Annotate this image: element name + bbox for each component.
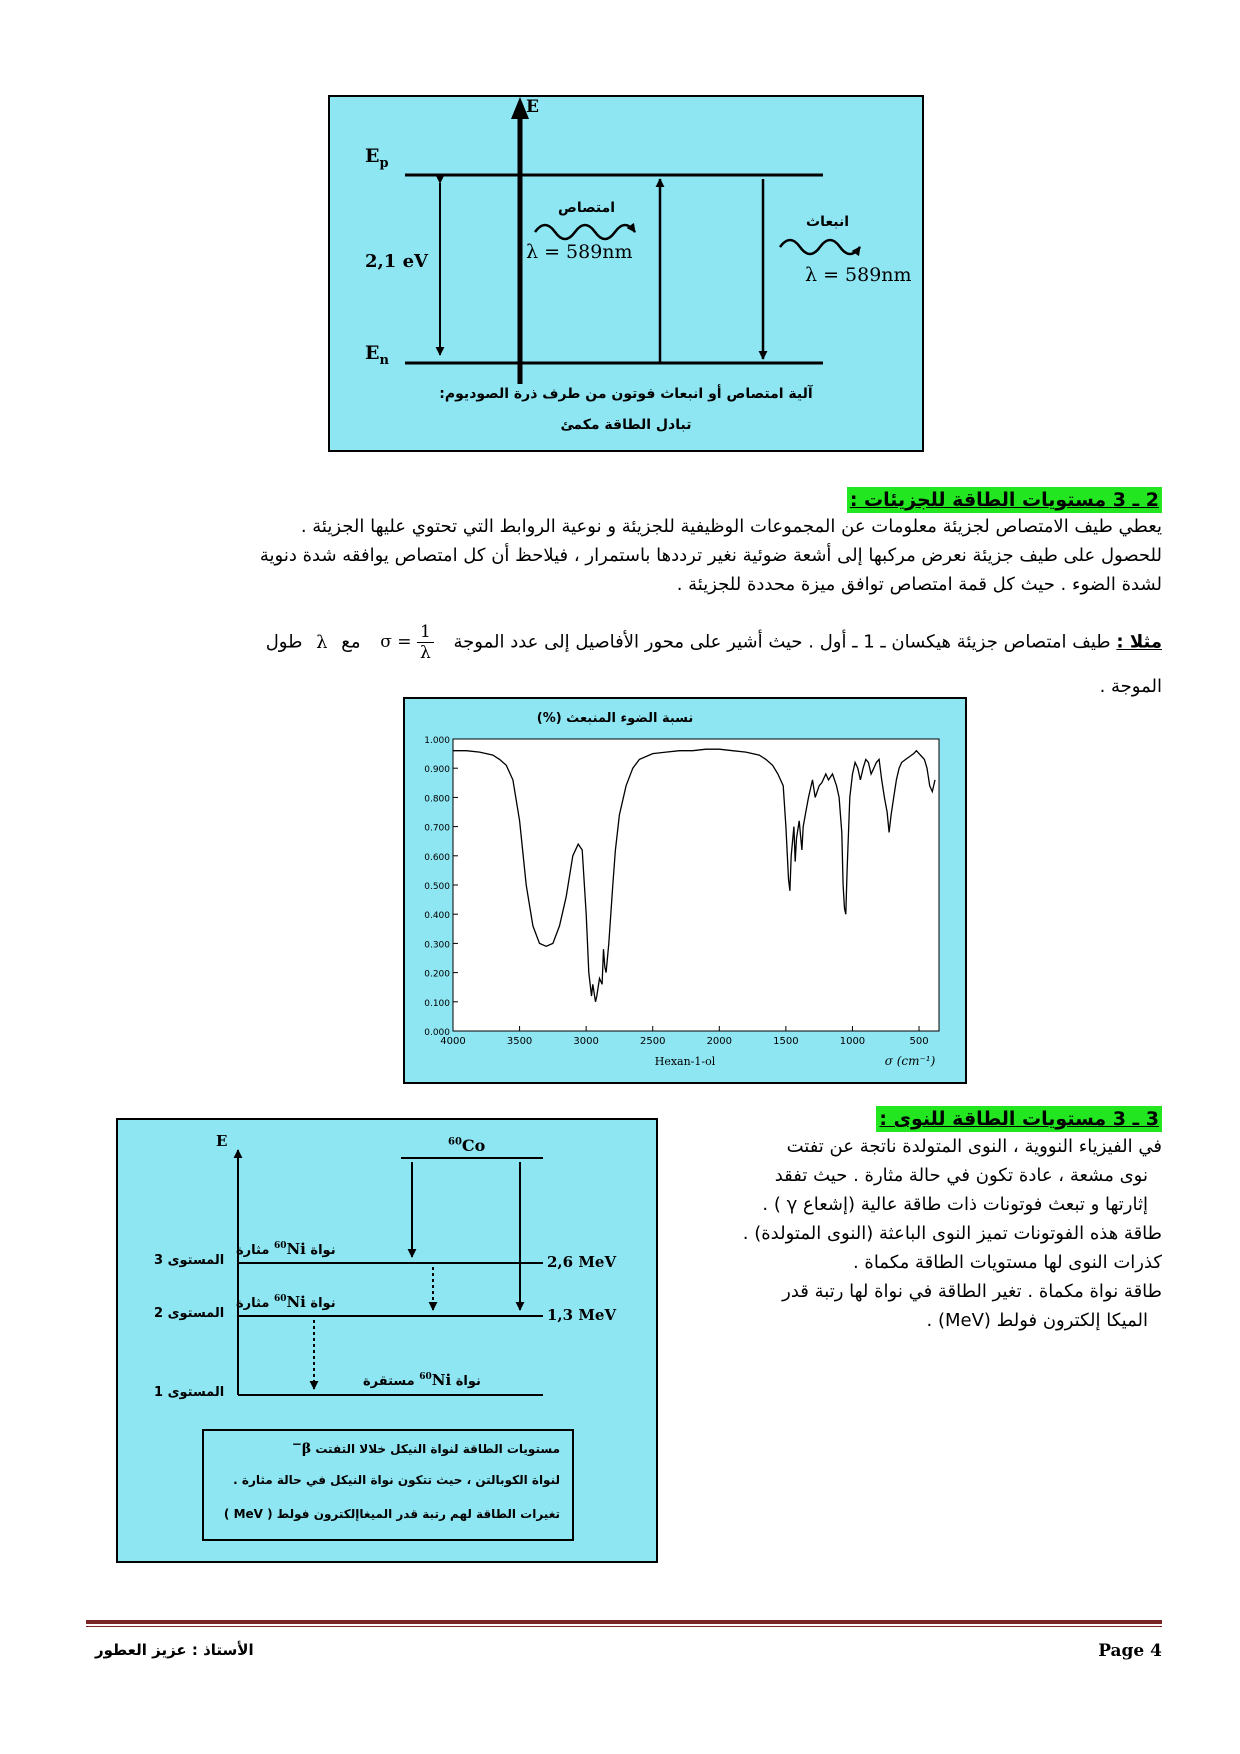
- excited-ni-label-level3: نواة $^{60}$Ni مثارة: [236, 1240, 336, 1258]
- y-tick-label: 0.500: [424, 882, 450, 892]
- example-label: مثلا :: [1116, 631, 1162, 653]
- ir-spectrum-figure: [403, 697, 967, 1084]
- level2-energy: 1,3 MeV: [547, 1306, 617, 1324]
- y-tick-label: 0.700: [424, 823, 450, 834]
- example-line: [120, 622, 1162, 670]
- chart-title: نسبة الضوء المنبعث (%): [536, 711, 694, 726]
- y-tick-label: 0.800: [424, 794, 450, 805]
- nuclei-line1: في الفيزياء النووية ، النوى المتولدة ناتجة عن تفتت: [786, 1136, 1162, 1157]
- y-tick-label: 1.000: [424, 736, 450, 746]
- level1-label: المستوى 1: [154, 1385, 225, 1400]
- level2-label: المستوى 2: [154, 1306, 225, 1321]
- level-ep-label: $E_p$: [365, 145, 389, 171]
- page-number: Page 4: [1098, 1641, 1162, 1661]
- footer-rule-thick: [86, 1620, 1162, 1624]
- wave-text: الموجة .: [1099, 676, 1162, 697]
- nuclei-line5: كذرات النوى لها مستويات الطاقة مكماة .: [852, 1252, 1162, 1273]
- x-tick-label: 2500: [639, 1036, 666, 1047]
- absorption-wave: [535, 225, 635, 239]
- emission-wavelength: λ = 589nm: [805, 264, 912, 286]
- footer-rule-thin: [86, 1626, 1162, 1627]
- level-en-label: $E_n$: [365, 342, 389, 368]
- nickel-caption-line3: تغيرات الطاقة لهم رتبة قدر الميغاإلكترون فولط ( MeV ): [223, 1507, 560, 1521]
- x-tick-label: 3500: [506, 1036, 533, 1047]
- energy-axis-label: E: [526, 97, 539, 117]
- level3-label: المستوى 3: [154, 1253, 225, 1268]
- level3-energy: 2,6 MeV: [547, 1253, 617, 1271]
- nuclei-line6: طاقة نواة مكماة . تغير الطاقة في نواة لها رتبة قدر: [782, 1281, 1162, 1302]
- absorption-wavelength: λ = 589nm: [526, 241, 633, 263]
- y-tick-label: 0.000: [424, 1028, 450, 1038]
- x-tick-label: 500: [909, 1036, 929, 1047]
- x-tick-label: 3000: [573, 1036, 599, 1047]
- x-axis-label: σ (cm⁻¹): [884, 1054, 936, 1068]
- section-nuclei-heading: 3 ـ 3 مستويات الطاقة للنوى :: [876, 1106, 1162, 1132]
- nickel-levels-figure: [116, 1118, 658, 1563]
- section-molecules-heading: 2 ـ 3 مستويات الطاقة للجزيئات :: [847, 487, 1162, 513]
- example-text: طيف امتصاص جزيئة هيكسان ـ 1 ـ أول . حيث أشير على محور الأفاصيل إلى عدد الموجة: [453, 631, 1111, 653]
- sodium-caption-line1: آلية امتصاص أو انبعاث فوتون من طرف ذرة الصوديوم:: [439, 386, 813, 402]
- nickel-caption-line2: لنواة الكوبالتن ، حيث تتكون نواة النيكل في حالة مثارة .: [233, 1473, 560, 1487]
- section-nuclei-text: [668, 1132, 1162, 1335]
- section-molecules-text: [93, 512, 1162, 599]
- energy-gap-label: 2,1 eV: [365, 251, 428, 272]
- y-tick-label: 0.200: [424, 969, 450, 980]
- compound-label: Hexan-1-ol: [654, 1055, 716, 1068]
- molecules-line3: لشدة الضوء . حيث كل قمة امتصاص توافق ميزة محددة للجزيئة .: [676, 574, 1162, 595]
- x-tick-label: 1000: [839, 1036, 866, 1047]
- stable-ni-label: نواة $^{60}$Ni مستقرة: [363, 1371, 481, 1389]
- with-text: مع: [341, 631, 361, 653]
- nickel-caption-line1: مستويات الطاقة لنواة النيكل خلالا التفتت β−: [291, 1437, 560, 1457]
- y-tick-label: 0.300: [424, 940, 450, 951]
- x-tick-label: 1500: [773, 1036, 799, 1047]
- author-name: الأستاذ : عزيز العطور: [95, 1641, 254, 1659]
- nuclei-line4: طاقة هذه الفوتونات تميز النوى الباعثة (النوى المتولدة) .: [742, 1223, 1162, 1244]
- nuclei-line3: إثارتها و تبعث فوتونات ذات طاقة عالية (إشعاع γ ) .: [762, 1194, 1148, 1215]
- x-tick-label: 2000: [706, 1036, 733, 1047]
- y-tick-label: 0.900: [424, 765, 450, 776]
- cobalt-label: $^{60}$Co: [448, 1136, 486, 1155]
- ir-spectrum-chart: [405, 699, 965, 1082]
- molecules-line1: يعطي طيف الامتصاص لجزيئة معلومات عن المجموعات الوظيفية للجزيئة و نوعية الروابط التي تحتوي عليها الجزيئة .: [300, 516, 1162, 537]
- emission-wave: [780, 240, 860, 254]
- molecules-line2: للحصول على طيف جزيئة نعرض مركبها إلى أشعة ضوئية نغير ترددها باستمرار ، فيلاحظ أن كل امتصاص يوافقه شدة دنوية: [259, 545, 1162, 566]
- formula-numerator: 1: [417, 622, 434, 643]
- x-tick-label: 4000: [440, 1036, 466, 1047]
- formula-lhs: σ =: [380, 632, 412, 652]
- y-tick-label: 0.400: [424, 911, 450, 922]
- formula-denominator: λ: [419, 643, 431, 663]
- absorption-label: امتصاص: [558, 200, 616, 216]
- y-tick-label: 0.600: [424, 852, 450, 863]
- y-tick-label: 0.100: [424, 998, 450, 1009]
- nuclei-line7: الميكا إلكترون فولط (MeV) .: [926, 1310, 1148, 1331]
- sodium-energy-figure: [328, 95, 924, 452]
- nuclear-axis-label: E: [216, 1132, 228, 1150]
- sodium-caption-line2: تبادل الطاقة مكمئ: [560, 417, 692, 433]
- wavenumber-formula: [380, 622, 434, 663]
- excited-ni-label-level2: نواة $^{60}$Ni مثارة: [236, 1293, 336, 1311]
- emission-label: انبعاث: [806, 214, 849, 230]
- nuclei-line2: نوى مشعة ، عادة تكون في حالة مثارة . حيث تفقد: [774, 1165, 1148, 1186]
- length-text: طول: [265, 631, 303, 653]
- lambda-symbol: λ: [316, 631, 328, 653]
- nickel-caption-box: [202, 1429, 574, 1541]
